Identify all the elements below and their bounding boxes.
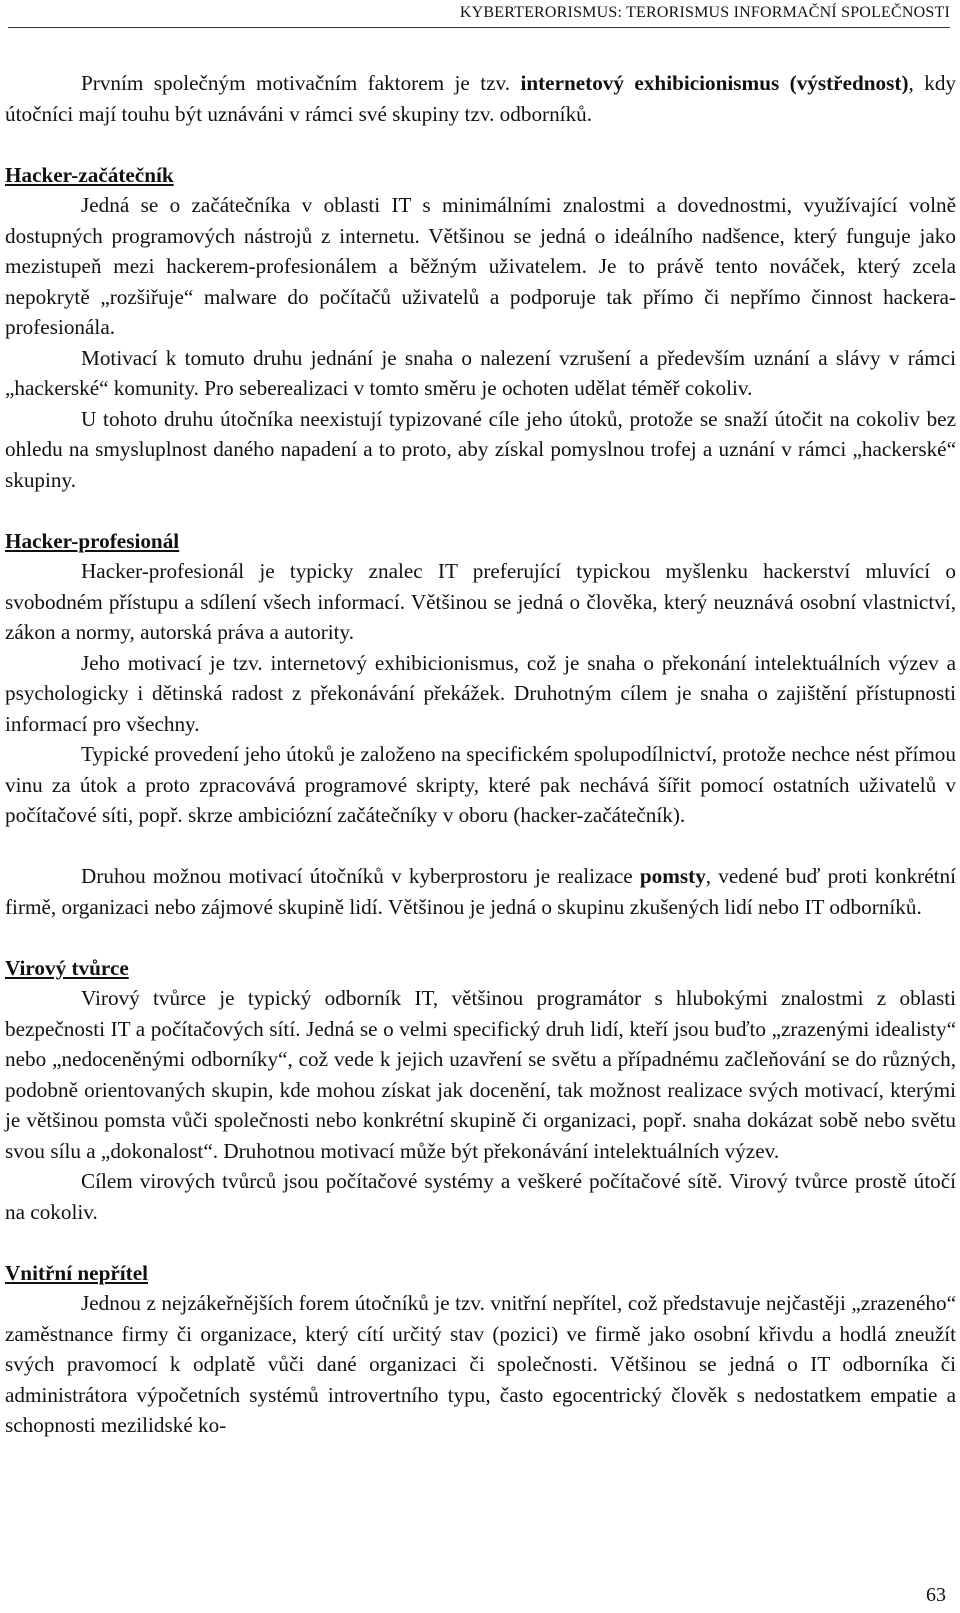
insider-paragraph-1: Jednou z nejzákeřnějších forem útočníků je tzv. vnitřní nepřítel, což představuje nejčastěji „zrazeného“ zaměstnance firmy či organizace, který cítí určitý stav (pozici) ve firmě jako osobní křivdu a hodlá zneužít svých pravomocí k odplatě vůči dané organizaci či společnosti. Většinou se jedná o IT odborníka či administrátora výpočetních systémů introvertního typu, často egocentrický člověk s nedostatkem empatie a schopnosti mezilidské ko- xyxy=(5,1291,956,1437)
professional-paragraph-1: Hacker-profesionál je typicky znalec IT preferující typickou myšlenku hackerství mluvící o svobodném přístupu a sdílení všech informací. Většinou se jedná o člověka, který neuznává osobní vlastnictví, zákon a normy, autorská práva a autority. xyxy=(5,559,956,644)
revenge-emphasis: pomsty xyxy=(639,864,706,888)
heading-hacker-professional: Hacker-profesionál xyxy=(5,528,180,553)
heading-internal-enemy: Vnitřní nepřítel xyxy=(5,1260,149,1285)
heading-hacker-beginner: Hacker-začátečník xyxy=(5,162,174,187)
intro-emphasis: internetový exhibicionismus (výstřednost) xyxy=(520,71,909,95)
professional-paragraph-2: Jeho motivací je tzv. internetový exhibicionismus, což je snaha o překonání intelektuálních výzev a psychologicky i dětinská radost z překonávání překážek. Druhotným cílem je snaha o zajištění přístupnosti informací pro všechny. xyxy=(5,650,956,736)
heading-virus-creator: Virový tvůrce xyxy=(5,955,129,980)
running-header xyxy=(8,4,950,28)
beginner-paragraph-1: Jedná se o začátečníka v oblasti IT s minimálními znalostmi a dovednostmi, využívající volně dostupných programových nástrojů z internetu. Většinou se jedná o ideálního nadšence, který funguje jako mezistupeň mezi hackerem-profesionálem a běžným uživatelem. Je to právě tento nováček, který zcela nepokrytě „rozšiřuje“ malware do počítačů uživatelů a podporuje tak přímo či nepřímo činnost hackera-profesionála. xyxy=(5,193,956,339)
virus-paragraph-1: Virový tvůrce je typický odborník IT, většinou programátor s hlubokými znalostmi z oblasti bezpečnosti IT a počítačových sítí. Jedná se o velmi specifický druh lidí, kteří jsou buďto „zrazenými idealisty“ nebo „nedoceněnými odborníky“, což vede k jejich uzavření se světu a případnému začleňování se do různých, podobně orientovaných skupin, kde mohou získat jak docenění, tak možnost realizace svých motivací, kterými je většinou pomsta vůči společnosti nebo konkrétní skupině či organizaci, popř. snaha dokázat sobě nebo světu svou sílu a „dokonalost“. Druhotnou motivací může být překonávání intelektuálních výzev. xyxy=(5,986,956,1163)
virus-paragraph-2: Cílem virových tvůrců jsou počítačové systémy a veškeré počítačové sítě. Virový tvůrce prostě útočí na cokoliv. xyxy=(5,1169,956,1224)
page-body xyxy=(5,68,956,1441)
running-title: KYBERTERORISMUS: TERORISMUS INFORMAČNÍ SPOLEČNOSTI xyxy=(459,4,950,21)
revenge-paragraph: Druhou možnou motivací útočníků v kyberprostoru je realizace pomsty, vedené buď proti konkrétní firmě, organizaci nebo zájmové skupině lidí. Většinou je jedná o skupinu zkušených lidí nebo IT odborníků. xyxy=(5,864,956,919)
professional-paragraph-3: Typické provedení jeho útoků je založeno na specifickém spolupodílnictví, protože nechce nést přímou vinu za útok a proto zpracovává programové skripty, které pak nechává šířit pomocí ostatních uživatelů v počítačové síti, popř. skrze ambiciózní začátečníky v oboru (hacker-začátečník). xyxy=(5,742,956,827)
beginner-paragraph-3: U tohoto druhu útočníka neexistují typizované cíle jeho útoků, protože se snaží útočit na cokoliv bez ohledu na smysluplnost daného napadení a to proto, aby získal pomyslnou trofej a uznání v rámci „hackerské“ skupiny. xyxy=(5,406,956,492)
beginner-paragraph-2: Motivací k tomuto druhu jednání je snaha o nalezení vzrušení a především uznání a slávy v rámci „hackerské“ komunity. Pro seberealizaci v tomto směru je ochoten udělat téměř cokoliv. xyxy=(5,345,956,400)
intro-paragraph: Prvním společným motivačním faktorem je tzv. internetový exhibicionismus (výstřednost), kdy útočníci mají touhu být uznáváni v rámci své skupiny tzv. odborníků. xyxy=(5,71,957,126)
page-number: 63 xyxy=(926,1584,946,1606)
